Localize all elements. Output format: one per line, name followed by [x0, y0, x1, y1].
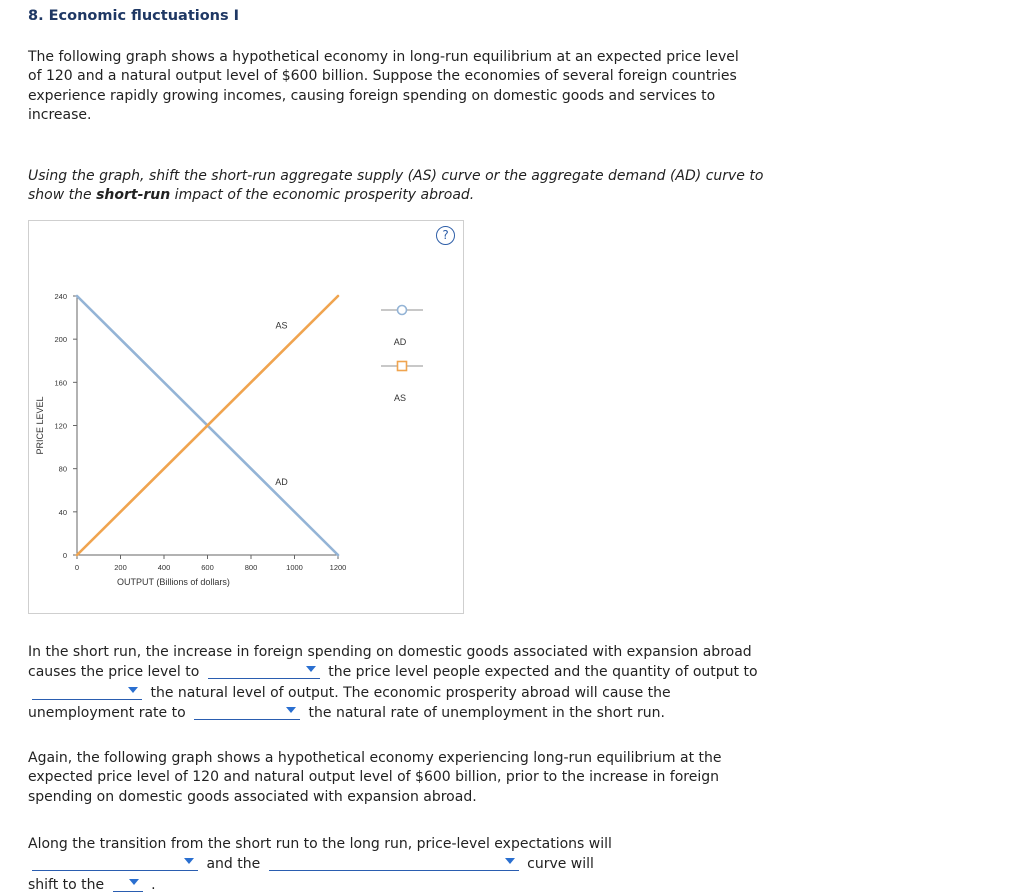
y-tick-label: 120 [54, 421, 67, 431]
palette-as-handle-icon[interactable] [398, 362, 407, 371]
question1-text-4: the natural rate of unemployment in the short run. [308, 704, 665, 721]
y-tick-label: 40 [58, 507, 67, 517]
help-icon[interactable]: ? [436, 226, 455, 245]
y-tick-label: 80 [58, 464, 67, 474]
question2-text-2: and the [206, 856, 261, 873]
palette-as-label: AS [393, 393, 407, 403]
curve-label-as: AS [275, 320, 288, 331]
x-tick-label: 600 [201, 563, 214, 572]
chevron-down-icon [184, 858, 194, 864]
question2-text-4: . [151, 876, 156, 893]
curve-dropdown[interactable] [269, 854, 519, 871]
ad-as-chart [29, 221, 463, 613]
output-dropdown[interactable] [32, 683, 142, 700]
direction-dropdown[interactable] [113, 875, 143, 892]
intro-paragraph: The following graph shows a hypothetical economy in long-run equilibrium at an expected price level of 120 and a natural output level of $600 billion. Suppose the economies of several foreign countries experience rapidly growing incomes, causing foreign spending on domestic goods and services to increase. [28, 49, 739, 123]
again-paragraph: Again, the following graph shows a hypothetical economy experiencing long-run equilibrium at the expected price level of 120 and natural output level of $600 billion, prior to the increase in foreign spending on domestic goods associated with expansion abroad. [28, 750, 722, 805]
graph-panel [28, 220, 464, 614]
palette-ad-handle-icon[interactable] [398, 306, 407, 315]
question2-paragraph [28, 835, 628, 895]
chevron-down-icon [286, 707, 296, 713]
x-tick-label: 1000 [286, 563, 303, 572]
x-axis-label: OUTPUT (Billions of dollars) [117, 577, 230, 587]
instruction-text-2: impact of the economic prosperity abroad. [170, 187, 475, 204]
question1-text-3: the natural level of output. The economic prosperity abroad will cause the unemployment rate to [28, 684, 671, 721]
curve-label-ad: AD [275, 476, 288, 487]
x-tick-label: 400 [157, 563, 171, 572]
y-tick-label: 200 [54, 335, 67, 345]
x-tick-label: 1200 [329, 563, 347, 572]
instruction-text-1: Using the graph, shift the short-run aggregate supply (AS) curve or the aggregate demand (AD) curve to show the [28, 168, 764, 204]
chevron-down-icon [129, 879, 139, 885]
x-tick-label: 0 [74, 563, 80, 572]
price-level-dropdown[interactable] [208, 662, 320, 679]
palette [381, 306, 423, 404]
instruction-paragraph [28, 167, 768, 206]
chevron-down-icon [306, 666, 316, 672]
y-tick-label: 240 [54, 292, 67, 301]
chevron-down-icon [128, 687, 138, 693]
section-title: 8. Economic fluctuations I [28, 8, 240, 24]
question2-text-3: curve will shift to the [28, 856, 594, 893]
expectations-dropdown[interactable] [32, 854, 198, 871]
instruction-bold: short-run [96, 187, 171, 204]
y-tick-label: 160 [54, 378, 67, 388]
palette-ad-label: AD [393, 337, 407, 347]
x-tick-label: 800 [244, 563, 258, 572]
question2-text-1: Along the transition from the short run to the long run, price-level expectations will [28, 836, 612, 852]
question1-paragraph [28, 643, 768, 723]
chevron-down-icon [505, 858, 515, 864]
x-tick-label: 200 [114, 563, 127, 572]
y-axis-label: PRICE LEVEL [35, 396, 45, 455]
unemployment-dropdown[interactable] [194, 703, 300, 720]
y-tick-label: 0 [62, 551, 67, 560]
question1-text-2: the price level people expected and the quantity of output to [328, 664, 758, 681]
question1-text-1: In the short run, the increase in foreign spending on domestic goods associated with expansion abroad causes the price level to [28, 644, 752, 681]
